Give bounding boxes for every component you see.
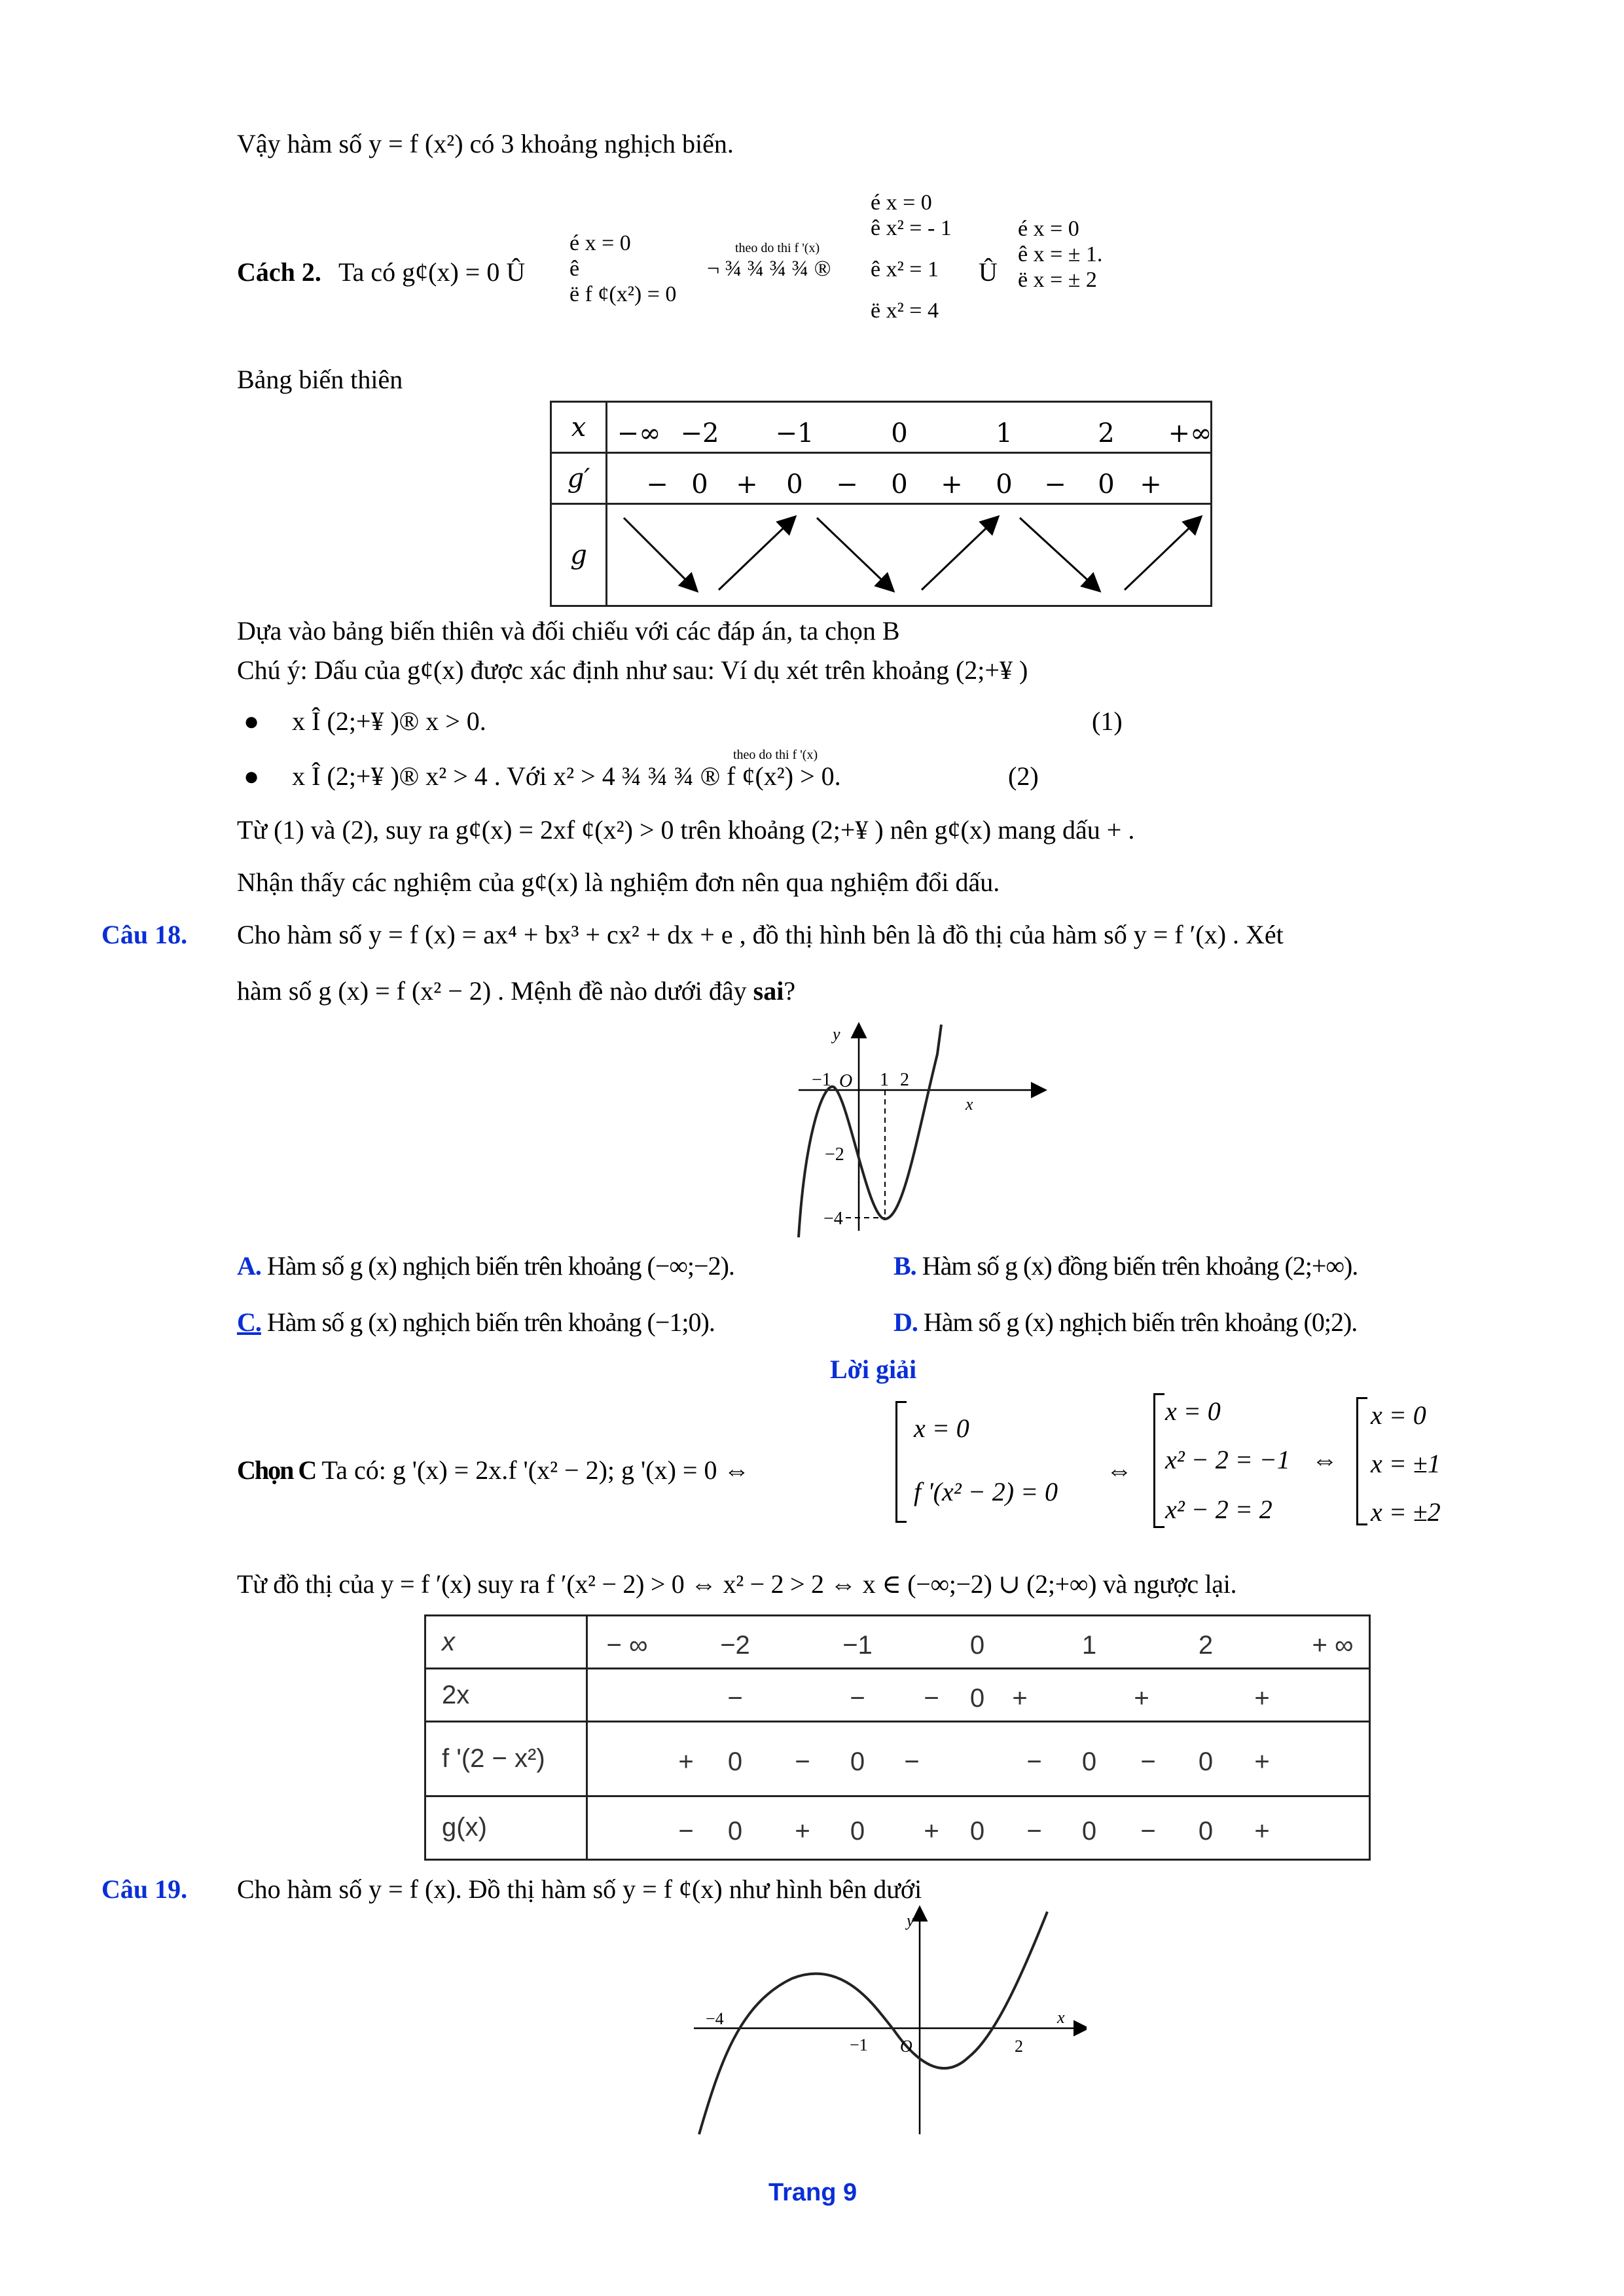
bullet-dot: ● <box>244 761 260 791</box>
q19-label-x: x <box>1057 2008 1065 2027</box>
q19-label-m1: −1 <box>850 2035 868 2054</box>
arrow-up-2 <box>922 518 997 590</box>
sol-bracket-2 <box>1153 1393 1164 1528</box>
sol-sys2-c: x² − 2 = 2 <box>1165 1495 1272 1524</box>
q18-line-1: Cho hàm số y = f (x) = ax⁴ + bx³ + cx² + dx + e , đồ thị hình bên là đồ thị của hàm số y = f ′(x) . Xét <box>237 920 1284 949</box>
t1-arrows <box>607 505 1214 607</box>
q18-label: Câu 18. <box>101 920 188 949</box>
q18-label-m1: −1 <box>812 1070 831 1090</box>
arrow-down-1 <box>624 518 696 590</box>
solution-line-2: Từ đồ thị của y = f ′(x) suy ra f ′(x² − 2) > 0 ⇔ x² − 2 > 2 ⇔ x ∈ (−∞;−2) ∪ (2;+∞) và ngược lại. <box>237 1569 1237 1599</box>
arrow-up-3 <box>1125 518 1200 590</box>
t2-row-label-x: x <box>425 1616 587 1669</box>
sol-sys2-b: x² − 2 = −1 <box>1165 1445 1290 1474</box>
bbt-title: Bảng biến thiên <box>237 365 403 394</box>
variation-table-2 <box>424 1614 1371 1861</box>
t1-row-label-x: x <box>551 402 607 453</box>
option-a[interactable]: A. Hàm số g (x) nghịch biến trên khoảng (−∞;−2). <box>237 1251 734 1281</box>
sol-bracket-3 <box>1356 1397 1367 1525</box>
cach2-label: Cách 2. <box>237 257 321 287</box>
bullet-1-num: (1) <box>1092 706 1123 736</box>
q18-label-origin: O <box>839 1071 853 1091</box>
q19-graph <box>681 1899 1087 2147</box>
cach2-system-2: é x = 0 ê x² = - 1 ê x² = 1 ë x² = 4 <box>871 191 952 323</box>
sol-iff-1: ⇔ <box>1106 1455 1132 1485</box>
q19-label-origin: O <box>900 2037 912 2056</box>
q19-label-m4: −4 <box>706 2009 724 2028</box>
paragraph-note: Chú ý: Dấu của g¢(x) được xác định như sau: Ví dụ xét trên khoảng (2;+¥ ) <box>237 655 1028 685</box>
paragraph-sign: Từ (1) và (2), suy ra g¢(x) = 2xf ¢(x²) > 0 trên khoảng (2;+¥ ) nên g¢(x) mang dấu + . <box>237 815 1135 845</box>
q18-label-2: 2 <box>900 1070 909 1090</box>
t2-f-row: + 0 − 0 − − 0 − 0 + <box>587 1722 1370 1796</box>
t2-x-row: − ∞ −2 −1 0 1 2 + ∞ <box>587 1616 1370 1669</box>
t2-row-label-g: g(x) <box>425 1796 587 1859</box>
sol-bracket-1 <box>895 1401 907 1523</box>
q18-label-m4: −4 <box>823 1209 843 1229</box>
variation-table-1 <box>550 401 1212 607</box>
bullet-2: ● x Î (2;+¥ )® x² > 4 . Với x² > 4 ¾ ¾ ¾ ® f ¢(x²) > 0. <box>244 761 841 791</box>
option-d[interactable]: D. Hàm số g (x) nghịch biến trên khoảng (0;2). <box>893 1307 1358 1337</box>
q18-label-y: y <box>833 1025 840 1044</box>
bullet-2-note: theo do thi f '(x) <box>733 748 818 762</box>
q19-label-2: 2 <box>1015 2037 1023 2056</box>
arrow-up-1 <box>719 518 794 590</box>
t1-row-label-gprime: g′ <box>551 453 607 504</box>
sol-sys3-a: x = 0 <box>1371 1400 1426 1430</box>
cach2-system-3: é x = 0 ê x = ± 1. ë x = ± 2 <box>1018 217 1103 293</box>
sol-sys3-c: x = ±2 <box>1371 1497 1441 1527</box>
t1-x-row: −∞ −2 −1 0 1 2 +∞ <box>607 402 1212 453</box>
t2-2x-row: − − − 0 + + + <box>587 1669 1370 1722</box>
page-footer: Trang 9 <box>768 2179 857 2206</box>
t2-row-label-2x: 2x <box>425 1669 587 1722</box>
bullet-1: ● x Î (2;+¥ )® x > 0. <box>244 706 486 736</box>
cach2-text: Ta có g¢(x) = 0 Û <box>338 257 526 287</box>
bullet-dot: ● <box>244 706 260 736</box>
t2-row-label-f: f '(2 − x²) <box>425 1722 587 1796</box>
sol-sys1-a: x = 0 <box>914 1413 969 1443</box>
sol-sys2-a: x = 0 <box>1165 1396 1221 1426</box>
cach2-system-1: é x = 0 ê ë f ¢(x²) = 0 <box>569 231 677 307</box>
solution-line-1: Chọn C Ta có: g '(x) = 2x.f '(x² − 2); g '(x) = 0 ⇔ <box>237 1455 750 1485</box>
paragraph-choose-b: Dựa vào bảng biến thiên và đối chiếu với các đáp án, ta chọn B <box>237 616 900 646</box>
t2-g-row: − 0 + 0 + 0 − 0 − 0 + <box>587 1796 1370 1859</box>
t1-row-label-g: g <box>551 504 607 606</box>
option-c[interactable]: C. Hàm số g (x) nghịch biến trên khoảng (−1;0). <box>237 1307 715 1337</box>
arrow-down-2 <box>817 518 892 590</box>
q19-label: Câu 19. <box>101 1874 188 1904</box>
sol-sys1-b: f '(x² − 2) = 0 <box>914 1477 1058 1506</box>
q19-text: Cho hàm số y = f (x). Đồ thị hàm số y = f ¢(x) như hình bên dưới <box>237 1874 922 1904</box>
q18-curve <box>799 1025 941 1237</box>
paragraph-roots: Nhận thấy các nghiệm của g¢(x) là nghiệm đơn nên qua nghiệm đổi dấu. <box>237 867 1000 897</box>
cach2-arrow-note: theo do thi f '(x) <box>735 241 820 255</box>
t1-arrows-row <box>607 504 1212 606</box>
sol-iff-2: ⇔ <box>1312 1445 1338 1474</box>
q19-curve <box>699 1912 1047 2134</box>
q18-label-m2: −2 <box>825 1144 844 1165</box>
cach2-iff: Û <box>979 257 998 287</box>
cach2-arrow: ¬ ¾ ¾ ¾ ¾ ® <box>707 257 831 281</box>
sol-sys3-b: x = ±1 <box>1371 1449 1441 1478</box>
conclusion-line: Vậy hàm số y = f (x²) có 3 khoảng nghịch biến. <box>237 129 734 158</box>
q18-label-x: x <box>965 1095 973 1114</box>
arrow-down-3 <box>1020 518 1098 590</box>
q19-label-y: y <box>907 1911 914 1930</box>
loi-giai-heading: Lời giải <box>830 1355 917 1384</box>
q18-label-1: 1 <box>880 1070 889 1090</box>
q18-line-2: hàm số g (x) = f (x² − 2) . Mệnh đề nào dưới đây sai? <box>237 976 796 1006</box>
bullet-2-num: (2) <box>1008 761 1039 791</box>
q18-graph <box>785 1021 1047 1237</box>
option-b[interactable]: B. Hàm số g (x) đồng biến trên khoảng (2;+∞). <box>893 1251 1358 1281</box>
t1-sign-row: − 0 + 0 − 0 + 0 − 0 + <box>607 453 1212 504</box>
